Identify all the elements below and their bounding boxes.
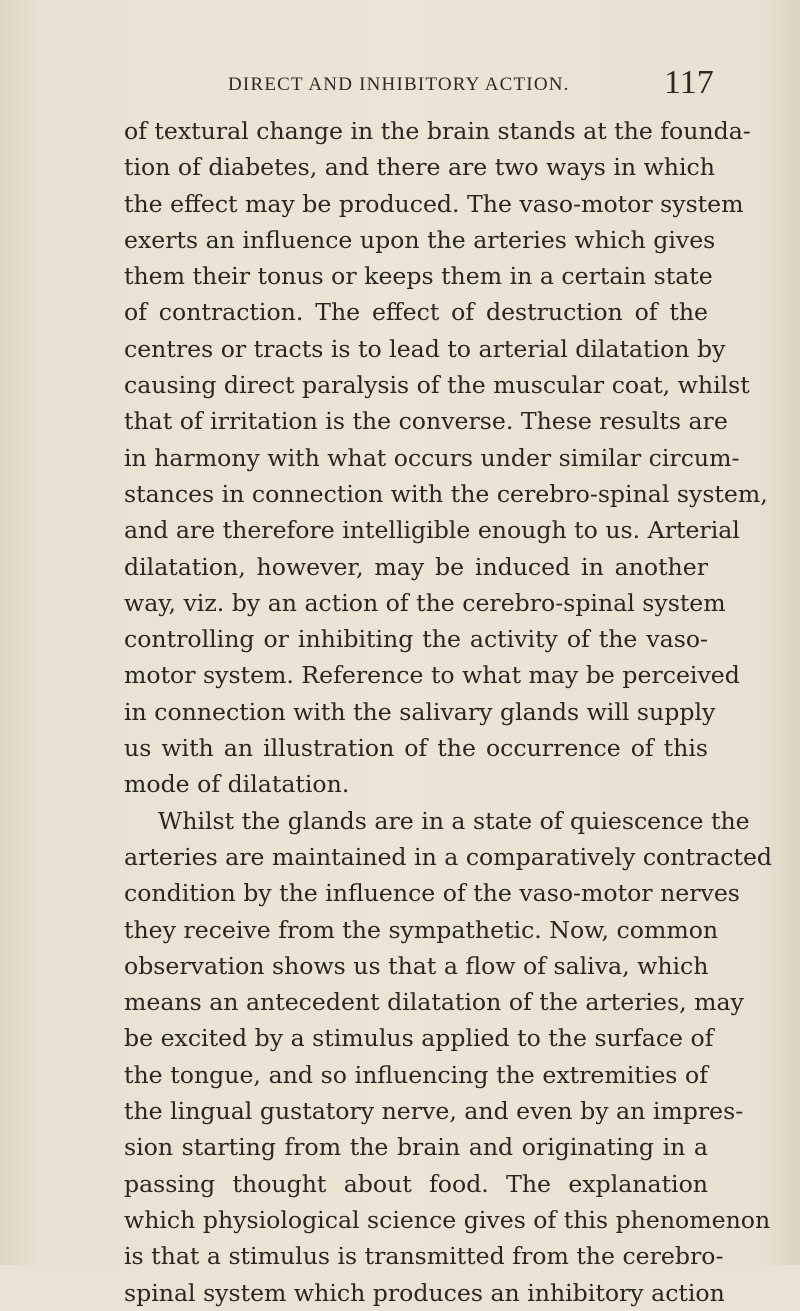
text-line: us with an illustration of the occurrence of this [124, 734, 708, 763]
text-line: observation shows us that a flow of saliva, which [124, 951, 709, 980]
text-line: in harmony with what occurs under similar circum- [124, 443, 740, 472]
text-line: stances in connection with the cerebro-spinal system, [124, 479, 768, 508]
text-line: causing direct paralysis of the muscular coat, whilst [124, 371, 750, 400]
text-line: arteries are maintained in a comparatively contracted [124, 842, 773, 871]
text-line: mode of dilatation. [124, 770, 350, 799]
text-line: dilatation, however, may be induced in another [124, 552, 708, 581]
text-line: centres or tracts is to lead to arterial dilatation by [124, 334, 726, 363]
text-line: be excited by a stimulus applied to the surface of [124, 1024, 714, 1053]
text-line: passing thought about food. The explanation [124, 1169, 708, 1198]
text-line: is that a stimulus is transmitted from the cerebro- [124, 1242, 724, 1271]
text-line: them their tonus or keeps them in a certain state [124, 262, 713, 291]
body-text [124, 113, 773, 1311]
text-line: the tongue, and so influencing the extremities of [124, 1060, 708, 1089]
text-line: sion starting from the brain and originating in a [124, 1133, 708, 1162]
text-line: controlling or inhibiting the activity of the vaso- [124, 625, 708, 654]
text-line: spinal system which produces an inhibitory action [124, 1278, 725, 1307]
text-line: in connection with the salivary glands will supply [124, 697, 716, 726]
text-line: of contraction. The effect of destruction of the [124, 298, 708, 327]
text-line: condition by the influence of the vaso-motor nerves [124, 879, 740, 908]
text-line: Whilst the glands are in a state of quiescence the [158, 806, 750, 835]
text-line: and are therefore intelligible enough to us. Arterial [124, 516, 740, 545]
page-number: 117 [664, 64, 714, 101]
text-line: way, viz. by an action of the cerebro-spinal system [124, 588, 726, 617]
text-line: motor system. Reference to what may be perceived [124, 661, 740, 690]
running-title: DIRECT AND INHIBITORY ACTION. [228, 74, 570, 95]
text-line: that of irritation is the converse. These results are [124, 407, 728, 436]
text-line: they receive from the sympathetic. Now, common [124, 915, 719, 944]
text-line: exerts an influence upon the arteries which gives [124, 225, 716, 254]
text-line: which physiological science gives of this phenomenon [124, 1205, 771, 1234]
text-line: of textural change in the brain stands at the founda- [124, 117, 751, 145]
text-line: means an antecedent dilatation of the arteries, may [124, 988, 744, 1017]
text-line: tion of diabetes, and there are two ways in which [124, 153, 715, 182]
text-line: the effect may be produced. The vaso-motor system [124, 189, 744, 218]
running-head [0, 64, 800, 104]
text-line: the lingual gustatory nerve, and even by an impres- [124, 1097, 744, 1126]
